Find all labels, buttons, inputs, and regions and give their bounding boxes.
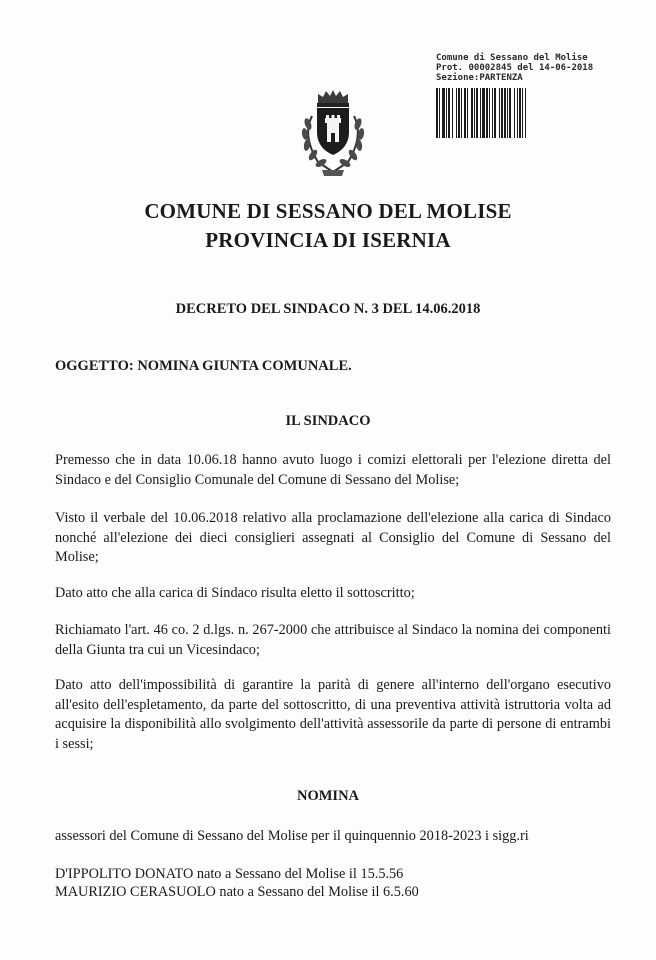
paragraph-dato-atto-eletto: Dato atto che alla carica di Sindaco risulta eletto il sottoscritto; (55, 585, 415, 601)
municipality-title: COMUNE DI SESSANO DEL MOLISE (144, 199, 512, 223)
appointee-1: D'IPPOLITO DONATO nato a Sessano del Molise il 15.5.56 (55, 866, 404, 882)
stamp-line-3: Sezione:PARTENZA (436, 73, 523, 83)
municipal-crest-icon (290, 88, 376, 180)
protocol-stamp (436, 53, 604, 83)
decree-title: DECRETO DEL SINDACO N. 3 DEL 14.06.2018 (175, 301, 481, 317)
paragraph-richiamato: Richiamato l'art. 46 co. 2 d.lgs. n. 267-2000 che attribuisce al Sindaco la nomina dei componenti della Giunta tra cui un Vicesindaco; (55, 622, 611, 658)
paragraph-premesso: Premesso che in data 10.06.18 hanno avuto luogo i comizi elettorali per l'elezione diretta del Sindaco e del Consiglio Comunale del Comune di Sessano del Molise; (55, 452, 611, 488)
section-title-sindaco: IL SINDACO (285, 413, 371, 429)
paragraph-visto: Visto il verbale del 10.06.2018 relativo alla proclamazione dell'elezione alla carica di Sindaco nonché all'elezione dei dieci consiglieri assegnati al Consiglio del Comune di Sessano del Molise; (55, 510, 611, 565)
paragraph-dato-atto-parita: Dato atto dell'impossibilità di garantire la parità di genere all'interno dell'organo esecutivo all'esito dell'espletamento, da parte del sottoscritto, di una preventiva attività istruttoria volta ad acquisire la disponibilità allo svolgimento dell'attività assessorile da parte di persone di entrambi i sessi; (55, 677, 611, 752)
stamp-line-1: Comune di Sessano del Molise (436, 53, 588, 63)
stamp-line-2: Prot. 00002845 del 14-06-2018 (436, 63, 594, 73)
province-subtitle: PROVINCIA DI ISERNIA (205, 228, 451, 252)
nomina-intro: assessori del Comune di Sessano del Molise per il quinquennio 2018-2023 i sigg.ri (55, 828, 529, 844)
oggetto-line: OGGETTO: NOMINA GIUNTA COMUNALE. (55, 358, 352, 374)
barcode-image (436, 88, 598, 138)
appointee-2: MAURIZIO CERASUOLO nato a Sessano del Molise il 6.5.60 (55, 884, 419, 900)
section-title-nomina: NOMINA (296, 788, 360, 804)
